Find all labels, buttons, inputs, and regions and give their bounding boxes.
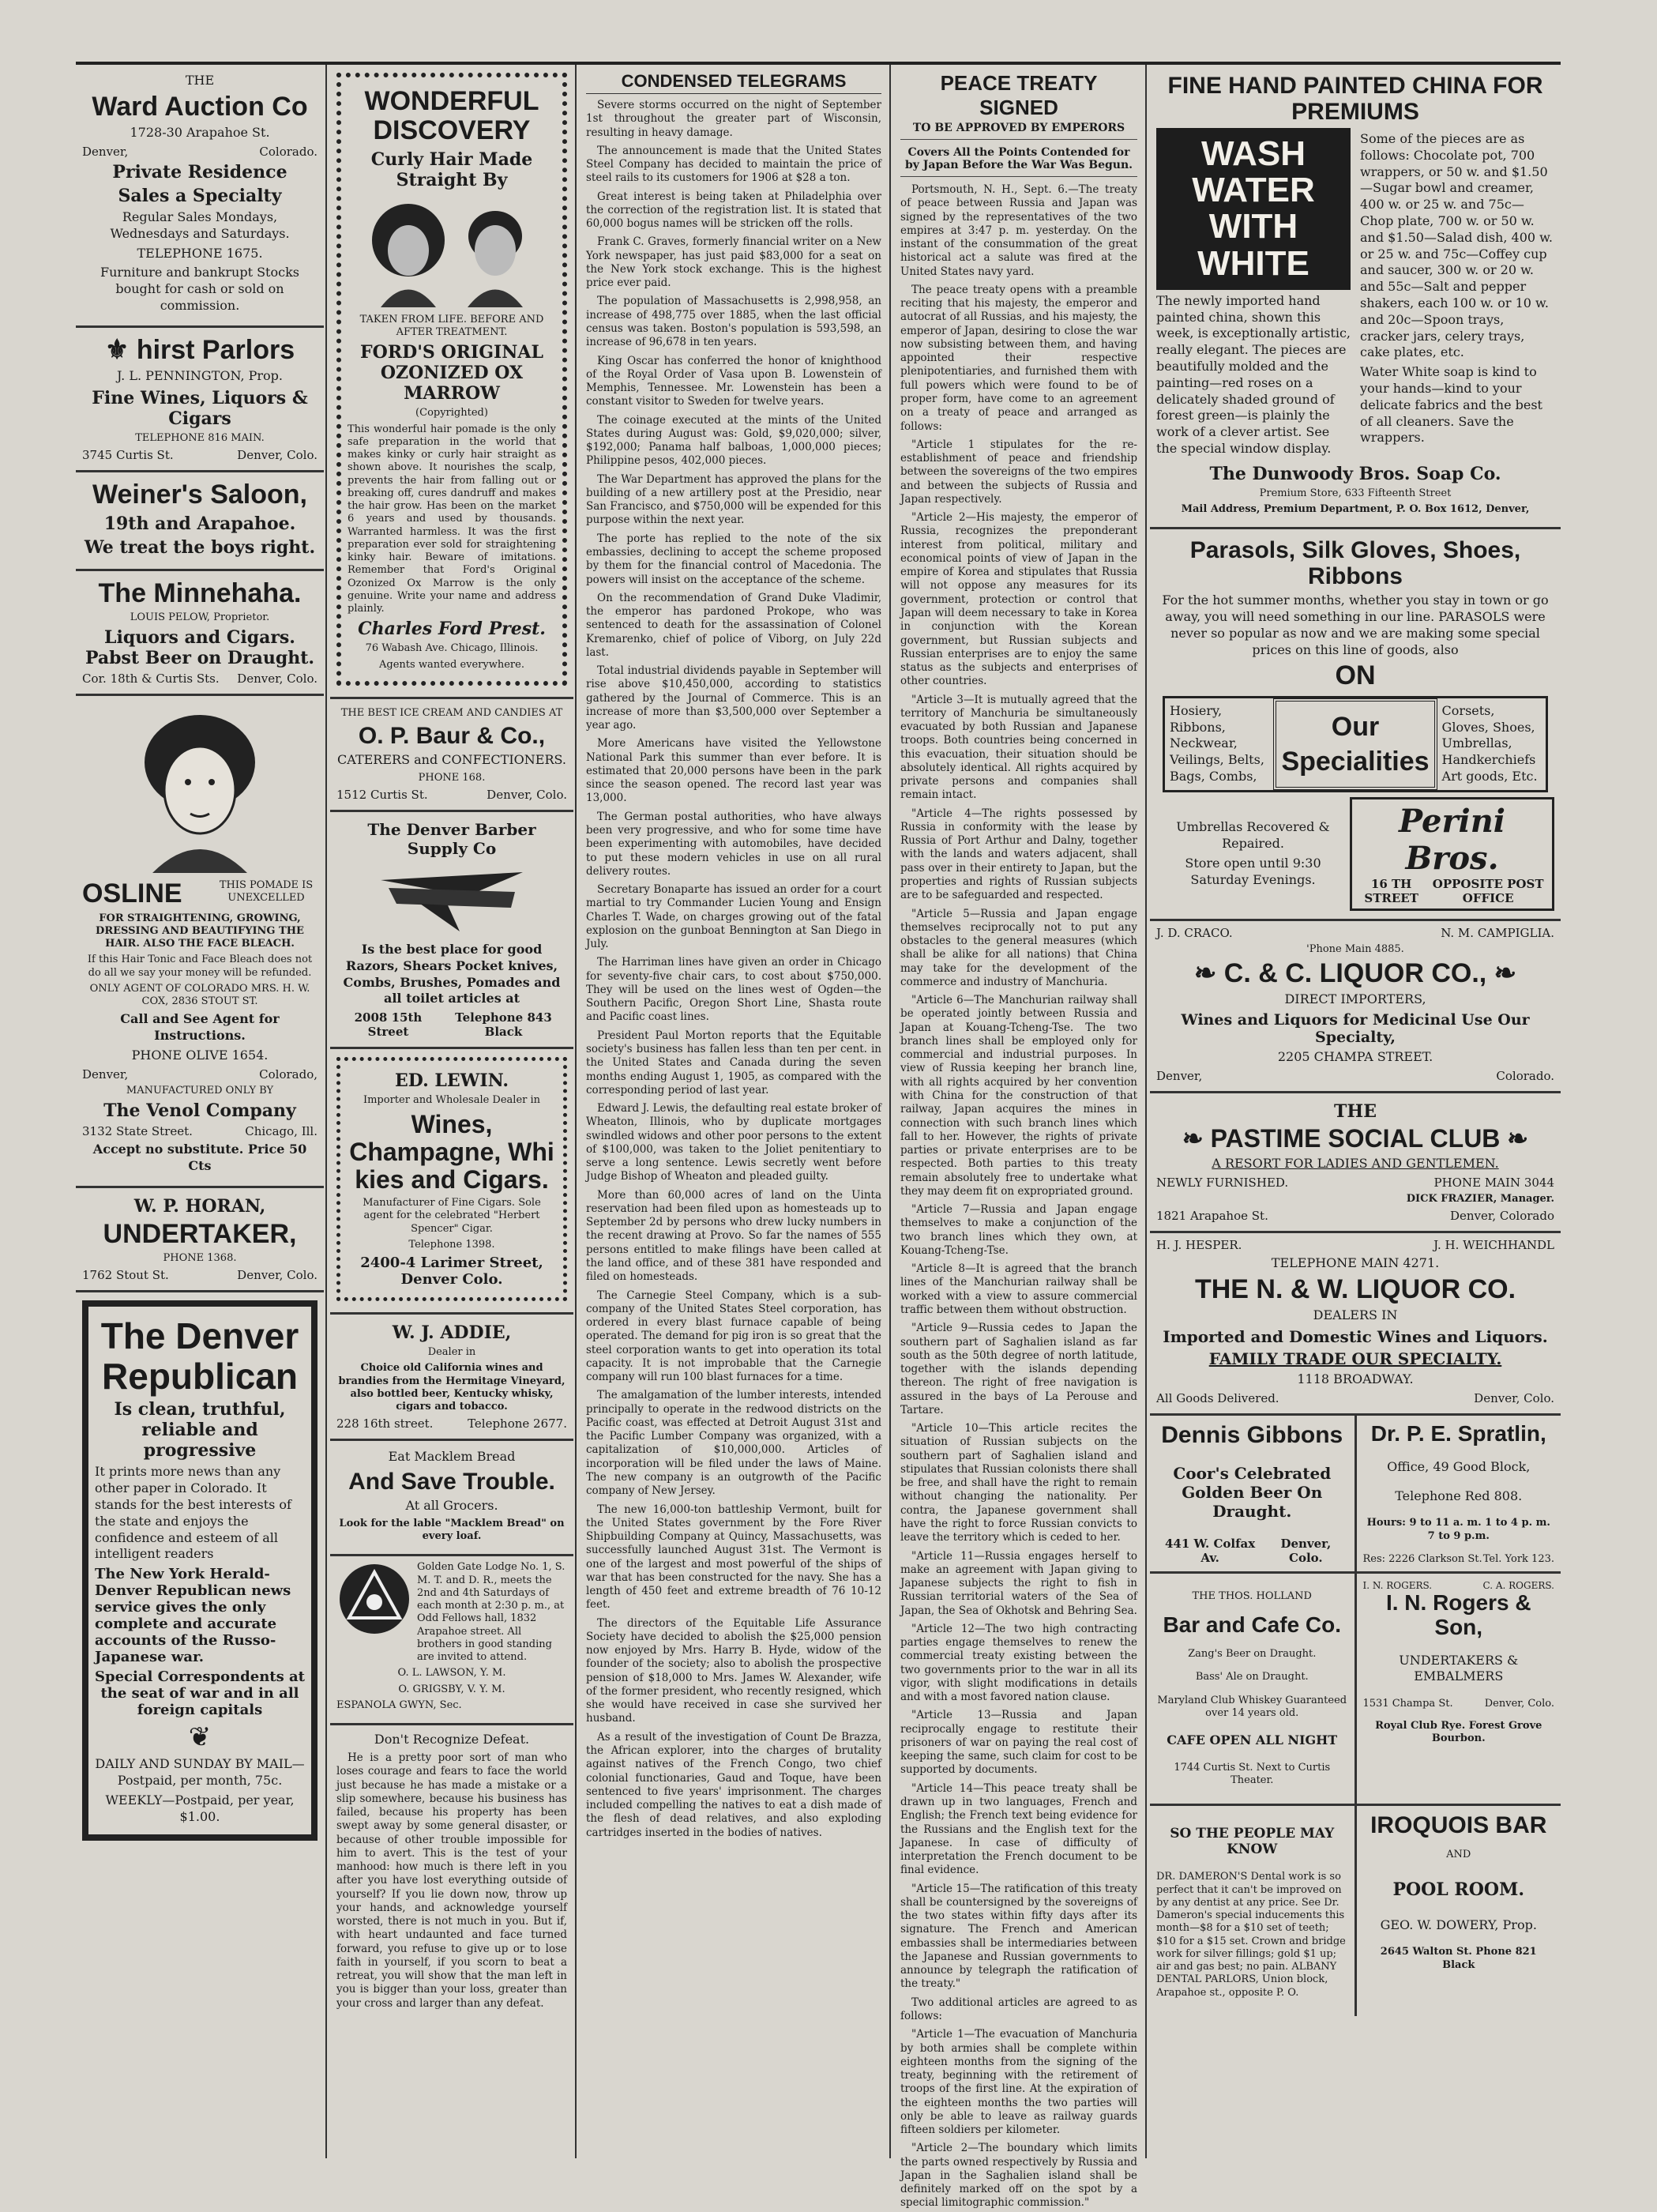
spratlin-hours: Hours: 9 to 11 a. m. 1 to 4 p. m. 7 to 9 p.m. [1366, 1517, 1550, 1542]
minnehaha-address: Cor. 18th & Curtis Sts. [82, 672, 220, 687]
barber-title: The Denver Barber Supply Co [367, 820, 536, 859]
telegram-item: Great interest is being taken at Philadelphia over the correction of the registration list. It is stated that 60,000 bogus names will be stricken off the rolls. [586, 190, 881, 231]
osline-line1: FOR STRAIGHTENING, GROWING, DRESSING AND BEAUTIFYING THE HAIR. ALSO THE FACE BLEACH. [96, 912, 304, 950]
spratlin-residence: Res: 2226 Clarkson St. [1362, 1552, 1482, 1565]
treaty-paragraph: "Article 6—The Manchurian railway shall be operated jointly between Russia and Japan at Kouang-Tcheng-Tse. The two branch lines shall be employed only for commercial and industrial purposes. In view of Russia keeping her branch line, with all rights acquired by her convention with China for the construction of that railway, Japan acquires the mines in connection with such branch lines which fall to her. However, the rights of private parties or private enterprises are to be respected. Both parties to this treaty remain absolutely free to undertake what they may deem fit on expropriated ground. [900, 994, 1137, 1198]
baur-phone: PHONE 168. [418, 771, 486, 784]
woman-portrait-illustration [121, 707, 279, 873]
treaty-paragraph: "Article 15—The ratification of this treaty shall be countersigned by the sovereigns of the two states within fifty days after its signature. The French and American embassies shall be intermediaries between the Japanese and Russian governments to announce by telegraph the ratification of the treaty." [900, 1882, 1137, 1991]
baur-title: O. P. Baur & Co., [358, 723, 546, 750]
china-right2: Water White soap is kind to your hands—kind to your delicate fabrics and the best of all cleaners. Save the wrappers. [1360, 364, 1542, 446]
nw-liquor-ad [1150, 1233, 1561, 1416]
parasols-body: For the hot summer months, whether you stay in town or go away, you will need something in our line. PARASOLS were never so popular as now and we are making some special prices on this line of goods, also [1162, 592, 1549, 657]
macklem-line1: Eat Macklem Bread [388, 1449, 516, 1465]
republican-weekly: WEEKLY—Postpaid, per year, $1.00. [105, 1792, 295, 1824]
condensed-telegrams-headline: CONDENSED TELEGRAMS [621, 71, 847, 91]
weiner-address: 19th and Arapahoe. [103, 513, 296, 534]
iroquois-pool-room: POOL ROOM. [1392, 1879, 1525, 1900]
cc-name2: N. M. CAMPIGLIA. [1441, 925, 1554, 940]
nw-line1: DEALERS IN [1313, 1307, 1398, 1323]
minnehaha-city: Denver, Colo. [237, 672, 317, 687]
column-rule [575, 65, 577, 2158]
minnehaha-title: The Minnehaha. [98, 577, 302, 608]
treaty-paragraph: "Article 2—His majesty, the emperor of Russia, recognizes the preponderant interest from political, military and economical points of view of Japan in the empire of Korea and stipulates that Russia will not oppose any measures for its government, protection or control that Japan will deem necessary to take in Korea in conjunction with the Korean government, but Russian subjects and Russian enterprises are to enjoy the same status as the subjects and enterprises of other countries. [900, 511, 1137, 688]
flower-ornament-icon: ❦ [188, 1721, 212, 1754]
telegram-item: Secretary Bonaparte has issued an order for a court martial to try Commander Lucien Young and Ensign Charles T. Wade, on charges growing out of the fatal explosion on the gunboat Bennington at San Diego in July. [586, 883, 881, 951]
telegram-item: On the recommendation of Grand Duke Vladimir, the emperor has pardoned Prokope, who was sentenced to death for the assassination of Colonel Kremarenko, chief of police of Viborg, on July 22d last. [586, 591, 881, 659]
cc-address: 2205 CHAMPA STREET. [1277, 1049, 1433, 1065]
umbrellas-repaired: Umbrellas Recovered & Repaired. [1176, 819, 1330, 851]
minnehaha-ad [76, 571, 324, 697]
telegram-item: Edward J. Lewis, the defaulting real estate broker of Wheaton, Illinois, who by duplicate mortgages swindled widows and other poor persons to the extent of $100,000, was taken to the Joliet penitentiary to serve a long sentence. Lewis secretly went before Judge Bishop of Wheaton and pleaded guilty. [586, 1102, 881, 1183]
leaf-ornament-icon: ❧ [1193, 958, 1224, 989]
perini-opposite: OPPOSITE POST OFFICE [1432, 876, 1544, 905]
spratlin-ad [1357, 1416, 1561, 1571]
osline-address: 3132 State Street. [82, 1124, 193, 1139]
spratlin-title: Dr. P. E. Spratlin, [1370, 1421, 1546, 1446]
pastime-club-ad [1150, 1093, 1561, 1233]
iroquois-address: 2645 Walton St. Phone 821 Black [1380, 1946, 1537, 1971]
specialities-title: Our Specialities [1273, 698, 1437, 790]
china-left: The newly imported hand painted china, shown this week, is exceptionally artistic, really elegant. The pieces are beautifully molded and the painting—red roses on a delicately shaded ground of forest green—is plainly the work of a clever artist. See the special window display. [1156, 292, 1351, 456]
spratlin-line1: Office, 49 Good Block, [1387, 1458, 1531, 1474]
wonder-title: WONDERFUL DISCOVERY [364, 86, 539, 146]
golden-gate-lodge-notice [330, 1556, 573, 1725]
telegram-item: More Americans have visited the Yellowstone National Park this summer than ever before. It is estimated that 20,000 persons have been in the park since the season opened. The record last year was 13,000. [586, 737, 881, 805]
rogers-name1: I. N. ROGERS. [1362, 1580, 1433, 1592]
telegram-item: The directors of the Equitable Life Assurance Society have decided to abolish the $25,000 pension now enjoyed by Mrs. Harry B. Hyde, widow of the founder of the society; also to abolish the prospective pension of $18,000 to Mrs. James W. Alexander, wife of the former president, who recently resigned, which she would have received in case she survived her husband. [586, 1616, 881, 1725]
leaf-ornament-icon: ❧ [1486, 958, 1517, 989]
republican-body2: The New York Herald-Denver Republican news service gives the only complete and accurate accounts of the Russo-Japanese war. [95, 1566, 291, 1666]
republican-body: It prints more news than any other paper in Colorado. It stands for the best interests of the state and enjoys the confidence and esteem of all intelligent readers [95, 1464, 291, 1562]
dameron-ad [1150, 1806, 1357, 2016]
gibbons-body: Coor's Celebrated Golden Beer On Draught. [1173, 1464, 1332, 1522]
treaty-paragraph: Portsmouth, N. H., Sept. 6.—The treaty of peace between Russia and Japan was signed by the representatives of the two empires at 3:47 p. m. yesterday. On the instant of the consummation of the great historical act a salute was fired at the United States navy yard. [900, 183, 1137, 278]
gibbons-title: Dennis Gibbons [1161, 1422, 1343, 1449]
addie-line1: Dealer in [427, 1346, 476, 1359]
gibbons-spratlin-row [1150, 1416, 1561, 1574]
column-2 [330, 65, 573, 2158]
wash-water-white-logo: WASH WATER WITH WHITE [1156, 128, 1351, 290]
ward-auction-ad [76, 65, 324, 328]
column-rule [325, 65, 327, 2158]
baur-top: THE BEST ICE CREAM AND CANDIES AT [340, 706, 563, 719]
treaty-paragraph: "Article 12—The two high contracting parties engage themselves to renew the commercial treaty existing between the two governments prior to the war in all its vigor, with slight modifications in details and with a most favored nation clause. [900, 1622, 1137, 1704]
minnehaha-proprietor: LOUIS PELOW, Proprietor. [130, 611, 270, 623]
telegram-item: The porte has replied to the note of the six embassies, declining to accept the scheme proposed by them for the financial control of Macedonia. The powers will insist on the acceptance of the scheme. [586, 532, 881, 586]
telegram-item: The new 16,000-ton battleship Vermont, built for the United States government by the Fore River Shipbuilding Company at Quincy, Massachusetts, was successfully launched August 31st. The Vermont is one of the largest and most powerful of the ships of war that has been constructed for the navy. She has a length of 450 feet and extreme breadth of 76 10-12 feet. [586, 1503, 881, 1612]
cc-line1: DIRECT IMPORTERS, [1284, 991, 1426, 1007]
pocket-knife-illustration [373, 864, 531, 935]
macklem-big: And Save Trouble. [348, 1469, 555, 1495]
cc-liquor-ad [1150, 921, 1561, 1093]
china-right: Some of the pieces are as follows: Chocolate pot, 700 wrappers, or 50 w. and $1.50—Sugar bowl and creamer, 400 w. or 25 w. and 75c—Chop plate, 700 w. or 50 w. and $1.50—Salad dish, 400 w. or 25 w. and 75c—Coffey cup and saucer, 300 w. or 20 w. and 55c—Salt and pepper shakers, each 100 w. or 10 w. and 20c—Spoon trays, cracker jars, celery trays, cake plates, etc. [1360, 131, 1554, 360]
specialities-right: Corsets, Gloves, Shoes, Umbrellas, Handkerchiefs Art goods, Etc. [1441, 702, 1538, 784]
cc-name1: J. D. CRACO. [1156, 925, 1233, 940]
parasols-headline: Parasols, Silk Gloves, Shoes, Ribbons [1189, 537, 1521, 590]
dameron-iroquois-row [1150, 1806, 1561, 2016]
telegram-item: President Paul Morton reports that the Equitable society's business has fallen less than ten per cent. in the United States and Canada during the seven months ending August 1, 1905, as compared with the corresponding period of last year. [586, 1029, 881, 1097]
leaf-ornament-icon: ❧ [1182, 1124, 1211, 1153]
dunwoody-line2: Mail Address, Premium Department, P. O. Box 1612, Denver, [1181, 502, 1530, 515]
thirst-parlors-ad [76, 328, 324, 472]
osline-phone: PHONE OLIVE 1654. [131, 1047, 269, 1063]
osline-title: OSLINE [82, 878, 182, 909]
holland-line2: Bass' Ale on Draught. [1195, 1671, 1309, 1683]
osline-price: Accept no substitute. Price 50 Cts [92, 1142, 307, 1173]
pastime-line1: NEWLY FURNISHED. [1156, 1176, 1289, 1190]
osline-ad [76, 696, 324, 1187]
osline-line2: If this Hair Tonic and Face Bleach does not do all we say your money will be refunded. [87, 954, 313, 979]
ward-the: THE [185, 73, 215, 88]
ward-address: 1728-30 Arapahoe St. [130, 125, 270, 141]
treaty-paragraph: "Article 10—This article recites the situation of Russian subjects on the southern part of Saghalien island and stipulates that Russian colonists there shall be free, and shall have the right to remain without changing the nationality. Per contra, the Japanese government shall have the right to force Russian convicts to leave the territory which is ceded to her. [900, 1422, 1137, 1544]
wonder-address: 76 Wabash Ave. Chicago, Illinois. [365, 642, 539, 655]
lodge-signer2: O. GRIGSBY, V. Y. M. [398, 1683, 505, 1695]
lewin-line2: Manufacturer of Fine Cigars. Sole agent for the celebrated "Herbert Spencer" Cigar. [363, 1197, 541, 1235]
wonder-agents: Agents wanted everywhere. [379, 658, 524, 671]
wonderful-discovery-ad [330, 65, 573, 699]
baur-line1: CATERERS and CONFECTIONERS. [337, 752, 566, 768]
rogers-name2: C. A. ROGERS. [1482, 1580, 1554, 1592]
wonder-copyright: (Copyrighted) [415, 407, 488, 419]
osline-colorado: Colorado, [259, 1066, 317, 1082]
telegram-item: More than 60,000 acres of land on the Uinta reservation had been filed upon as homesteads up to September 2d by persons who drew lucky numbers in the recent drawing at Provo. So far the names of 555 persons entitled to make filings have been called at the land office, and of these 381 have responded and filed on homesteads. [586, 1188, 881, 1284]
nw-line2: Imported and Domestic Wines and Liquors. [1163, 1327, 1548, 1347]
addie-address: 228 16th street. [336, 1416, 434, 1431]
defeat-article [330, 1725, 573, 2018]
wonder-caption: TAKEN FROM LIFE. BEFORE AND AFTER TREATMENT. [359, 313, 544, 339]
dunwoody-line1: Premium Store, 633 Fifteenth Street [1259, 487, 1452, 499]
ward-city: Denver, [82, 144, 129, 159]
barber-address: 2008 15th Street [354, 1010, 423, 1040]
holland-address: 1744 Curtis St. Next to Curtis Theater. [1174, 1761, 1331, 1787]
weiner-tagline: We treat the boys right. [84, 536, 316, 558]
rogers-ad [1357, 1574, 1561, 1804]
pastime-subtitle: A RESORT FOR LADIES AND GENTLEMEN. [1212, 1156, 1499, 1172]
ward-line1: Private Residence [112, 161, 287, 182]
macklem-bread-ad [330, 1441, 573, 1556]
lewin-title: ED. LEWIN. [395, 1070, 509, 1092]
telegram-item: Severe storms occurred on the night of September 1st throughout the greater part of Wisconsin, resulting in heavy damage. [586, 99, 881, 139]
osline-side: THIS POMADE IS UNEXCELLED [219, 879, 314, 905]
peace-treaty-deck1: TO BE APPROVED BY EMPERORS [900, 122, 1137, 140]
treaty-paragraph: "Article 1—The evacuation of Manchuria by both armies shall be complete within eighteen months from the signing of the treaty, beginning with the retirement of troops of the first line. At the expiration of the eighteen months the two parties will only be able to leave as railway guards fifteen soldiers per kilometer. [900, 2028, 1137, 2137]
weiner-saloon-ad [76, 472, 324, 570]
column-4 [894, 65, 1144, 2210]
perini-bros-ad [1150, 529, 1561, 921]
holland-rogers-row [1150, 1574, 1561, 1806]
thirst-address: 3745 Curtis St. [82, 448, 174, 463]
nw-city: Denver, Colo. [1474, 1391, 1554, 1406]
gibbons-city: Denver, Colo. [1280, 1537, 1332, 1566]
spratlin-telephone: Tel. York 123. [1482, 1552, 1554, 1565]
rogers-address: 1531 Champa St. [1362, 1698, 1453, 1710]
lodge-signer1: O. L. LAWSON, Y. M. [397, 1667, 506, 1680]
telegram-item: The German postal authorities, who have always been very progressive, and who for some time have been experimenting with automobiles, have decided to put these modern vehicles in use on all rural delivery routes. [586, 810, 881, 878]
china-premiums-ad [1150, 65, 1561, 529]
pastime-address: 1821 Arapahoe St. [1156, 1209, 1268, 1224]
lodge-body: Golden Gate Lodge No. 1, S. M. T. and D. R., meets the 2nd and 4th Saturdays of each month at 2:30 p. m., at Odd Fellows hall, 1832 Arapahoe street. All brothers in good standing are invited to attend. [417, 1561, 565, 1664]
column-3 [580, 65, 888, 2158]
rogers-city: Denver, Colo. [1484, 1698, 1554, 1710]
rogers-line2: Royal Club Rye. Forest Grove Bourbon. [1375, 1720, 1542, 1745]
treaty-paragraph: "Article 2—The boundary which limits the parts owned respectively by Russia and Japan in the Saghalien island shall be definitely marked off on the spot by a special limitographic commission." [900, 2142, 1137, 2210]
perini-logo [1350, 797, 1554, 911]
barber-supply-ad [330, 812, 573, 1049]
holland-title: Bar and Cafe Co. [1163, 1612, 1342, 1638]
thirst-goods: Fine Wines, Liquors & Cigars [92, 387, 308, 429]
thirst-city: Denver, Colo. [237, 448, 317, 463]
holland-line3: Maryland Club Whiskey Guaranteed over 14 years old. [1157, 1694, 1347, 1719]
nw-name1: H. J. HESPER. [1156, 1238, 1242, 1253]
pastime-phone: PHONE MAIN 3044 [1433, 1176, 1554, 1190]
wonder-body: This wonderful hair pomade is the only safe preparation in the world that makes kinky or curly hair straight as shown above. It nourishes the scalp, prevents the hair from falling out or breaking off, cures dandruff and makes the hair grow. Has been on the market 6 years and used by thousands. Warranted harmless. It was the first preparation ever sold for straightening kinky hair. Beware of imitations. Remember that Ford's Original Ozonized Ox Marrow is the only genuine. Write your name and address plainly. [348, 423, 556, 615]
macklem-line2: At all Grocers. [405, 1498, 498, 1514]
lewin-big: Wines, Champagne, Whi kies and Cigars. [349, 1109, 554, 1194]
lewin-address: 2400-4 Larimer Street, Denver Colo. [360, 1255, 543, 1288]
dunwoody-name: The Dunwoody Bros. Soap Co. [1209, 463, 1501, 484]
osline-company: The Venol Company [103, 1100, 296, 1122]
specialities-box [1163, 696, 1548, 792]
telegram-item: The Harriman lines have given an order in Chicago for seventy-five chair cars, to cost about $750,000. They will be used on the lines west of Ogden—the Southern Pacific, Oregon Short Line, Shasta route and Pacific coast lines. [586, 956, 881, 1024]
telegram-item: The War Department has approved the plans for the building of a new artillery post at the Presidio, near San Francisco, and $750,000 will be expended for this purpose within the next year. [586, 472, 881, 527]
lewin-ad [330, 1049, 573, 1315]
telegram-item: The Carnegie Steel Company, which is a sub-company of the United States Steel corporation, has ordered in every blast furnace capable of being operated. The demand for pig iron is so great that the steel corporation wants to get into operation its total capacity. It is not improbable that the Carnegie company will run 100 blast furnaces for a time. [586, 1288, 881, 1384]
ward-state: Colorado. [259, 144, 317, 159]
wonder-subtitle: Curly Hair Made Straight By [370, 149, 533, 190]
horan-ad [76, 1188, 324, 1293]
cc-title: ❧ C. & C. LIQUOR CO., ❧ [1193, 958, 1517, 989]
store-hours: Store open until 9:30 Saturday Evenings. [1185, 855, 1321, 887]
pastime-title: ❧ PASTIME SOCIAL CLUB ❧ [1182, 1124, 1529, 1153]
osline-mfg: MANUFACTURED ONLY BY [126, 1084, 274, 1097]
specialities-left: Hosiery, Ribbons, Neckwear, Veilings, Belts, Bags, Combs, [1170, 702, 1264, 784]
addie-ad [330, 1315, 573, 1441]
barber-body: Is the best place for good Razors, Shears Pocket knives, Combs, Brushes, Pomades and all toilet articles at [343, 942, 561, 1006]
baur-city: Denver, Colo. [487, 788, 567, 803]
perini-name: Perini Bros. [1399, 802, 1505, 877]
leaf-ornament-icon: ❧ [1500, 1124, 1529, 1153]
spratlin-line2: Telephone Red 808. [1395, 1488, 1523, 1503]
telegram-item: The amalgamation of the lumber interests, intended principally to operate in the redwood districts on the Pacific coast, was effected at Detroit August 31st and the Pacific Lumber Company was organized, with a capitalization of $10,000,000. Articles of incorporation will be filed under the laws of Maine. The new company is an outgrowth of the Pacific company of New Jersey. [586, 1389, 881, 1498]
horan-address: 1762 Stout St. [82, 1268, 169, 1283]
addie-telephone: Telephone 2677. [468, 1416, 567, 1431]
ward-telephone: TELEPHONE 1675. [137, 245, 263, 261]
peace-treaty-headline: PEACE TREATY SIGNED [940, 71, 1098, 119]
holland-the: THE THOS. HOLLAND [1192, 1590, 1312, 1603]
pastime-the: THE [1334, 1101, 1377, 1123]
treaty-paragraph: The peace treaty opens with a preamble reciting that his majesty, the emperor and autocrat of all Russias, and his majesty, the emperor of Japan, desiring to close the war now subsisting between them, and having appointed their respective plenipotentiaries, and furnished them with full powers which were found to be of proper form, have come to an agreement on a treaty of peace and arranged as follows: [900, 283, 1137, 433]
osline-line4: Call and See Agent for Instructions. [120, 1011, 280, 1044]
treaty-paragraph: "Article 4—The rights possessed by Russia in conformity with the lease by Russia of Port Arthur and Dalny, together with the lands and waters adjacent, shall pass over in their entirety to Japan, but the properties and rights of Russian subjects are to be safeguarded and respected. [900, 807, 1137, 902]
iroquois-proprietor: GEO. W. DOWERY, Prop. [1380, 1917, 1537, 1932]
thirst-telephone: TELEPHONE 816 MAIN. [135, 431, 265, 444]
treaty-paragraph: "Article 8—It is agreed that the branch lines of the Manchurian railway shall be worked with a view to assure commercial traffic between them without obstruction. [900, 1262, 1137, 1316]
dameron-body: DR. DAMERON'S Dental work is so perfect that it can't be improved on by any dentist at any price. See Dr. Dameron's special inducements this month—$8 for a $10 set of teeth; $10 for a $15 set. Crown and bridge work for silver fillings; gold $1 up; air and gas best; no pain. ALBANY DENTAL PARLORS, Union block, Arapahoe st., opposite P. O. [1156, 1871, 1346, 1999]
nw-delivered: All Goods Delivered. [1156, 1391, 1279, 1406]
thirst-title: ⚜ hirst Parlors [104, 334, 295, 365]
nw-name2: J. H. WEICHHANDL [1433, 1238, 1554, 1253]
column-1 [76, 65, 324, 2158]
telegram-item: The coinage executed at the mints of the United States during August was: Gold, $9,020,000; silver, $192,000; Panama half balboas, 1,000,000 pieces; Philippine pesos, 402,000 pieces. [586, 413, 881, 468]
telegram-item: As a result of the investigation of Count De Brazza, the African explorer, into the charges of brutality against natives of the French Congo, two chief colonial functionaries, Gaud and Toque, have been sentenced to five years' imprisonment. The charges included compelling the natives to eat a dish made of the flesh of dead relatives, and also exploding cartridges inserted in the bodies of natives. [586, 1730, 881, 1839]
addie-title: W. J. ADDIE, [392, 1322, 512, 1344]
pastime-manager: DICK FRAZIER, Manager. [1406, 1193, 1554, 1205]
fleur-ornament-icon: ⚜ [104, 334, 137, 365]
osline-city: Chicago, Ill. [245, 1124, 317, 1139]
treaty-paragraph: "Article 13—Russia and Japan reciprocally engage to restitute their prisoners of war on paying the real cost of keeping the same, such claim for cost to be supported by documents. [900, 1709, 1137, 1777]
nw-telephone: TELEPHONE MAIN 4271. [1271, 1255, 1440, 1271]
ward-line3: Regular Sales Mondays, Wednesdays and Saturdays. [110, 209, 290, 241]
treaty-paragraph: "Article 3—It is mutually agreed that the territory of Manchuria be simultaneously evacuated by both Russian and Japanese troops. Both countries being concerned in this evacuation, their situation should be absolutely identical. All rights acquired by private persons and companies shall remain intact. [900, 693, 1137, 802]
osline-line3: ONLY AGENT OF COLORADO MRS. H. W. COX, 2836 STOUT ST. [89, 982, 310, 1008]
column-5 [1150, 65, 1561, 2158]
treaty-paragraph: "Article 11—Russia engages herself to make an agreement with Japan giving to Japanese subjects the right to fish in Russian territorial waters of the Sea of Japan, the Sea of Okhotsk and Behring Sea. [900, 1549, 1137, 1617]
horan-name: W. P. HORAN, [133, 1195, 266, 1217]
wonder-product: FORD'S ORIGINAL OZONIZED OX MARROW [360, 342, 543, 404]
treaty-paragraph: "Article 5—Russia and Japan engage themselves reciprocally not to put any obstacles to the general measures (which shall be alike for all nations) that China may take for the development of the commerce and industry of Manchuria. [900, 907, 1137, 988]
minnehaha-line1: Liquors and Cigars. Pabst Beer on Draught. [85, 627, 315, 669]
iroquois-title: IROQUOIS BAR [1370, 1812, 1547, 1839]
iroquois-and: AND [1446, 1849, 1471, 1861]
china-headline: FINE HAND PAINTED CHINA FOR PREMIUMS [1167, 73, 1543, 125]
holland-line4: CAFE OPEN ALL NIGHT [1167, 1732, 1338, 1748]
peace-treaty-deck2: Covers All the Points Contended for by Japan Before the War Was Begun. [900, 146, 1137, 177]
horan-city: Denver, Colo. [237, 1268, 317, 1283]
cc-state: Colorado. [1496, 1069, 1554, 1084]
treaty-paragraph: "Article 1 stipulates for the re-establishment of peace and friendship between the sovereigns of the two empires and between the subjects of Russia and Japan respectively. [900, 438, 1137, 506]
holland-ad [1150, 1574, 1357, 1804]
nw-title: THE N. & W. LIQUOR CO. [1194, 1274, 1516, 1305]
telegram-item: Frank C. Graves, formerly financial writer on a New York newspaper, has just paid $83,000 for a seat on the New York stock exchange. This is the highest price ever paid. [586, 235, 881, 290]
cc-phone: 'Phone Main 4885. [1306, 942, 1404, 955]
wonder-signature: Charles Ford Prest. [358, 619, 546, 640]
thirst-proprietor: J. L. PENNINGTON, Prop. [117, 368, 283, 384]
cc-city: Denver, [1156, 1069, 1203, 1084]
horan-title: UNDERTAKER, [103, 1218, 297, 1249]
lodge-emblem-icon [336, 1561, 412, 1637]
denver-republican-ad [76, 1292, 324, 1852]
lodge-signer3: ESPANOLA GWYN, Sec. [336, 1698, 462, 1711]
baur-address: 1512 Curtis St. [336, 788, 428, 803]
newspaper-page [76, 62, 1561, 2210]
lewin-line1: Importer and Wholesale Dealer in [363, 1094, 541, 1107]
holland-line1: Zang's Beer on Draught. [1188, 1648, 1317, 1661]
treaty-paragraph: Two additional articles are agreed to as follows: [900, 1996, 1137, 2022]
column-rule [1145, 65, 1147, 2158]
telegram-item: Total industrial dividends payable in September will rise above $10,450,000, according to statistics gathered by the Journal of Commerce. This is an increase of more than $3,500,000 over September a year ago. [586, 664, 881, 732]
addie-body: Choice old California wines and brandies from the Hermitage Vineyard, also bottled beer, Kentucky whisky, cigars and tobacco. [338, 1362, 565, 1413]
gibbons-ad [1150, 1416, 1357, 1571]
republican-body3: Special Correspondents at the seat of war and in all foreign capitals [95, 1668, 305, 1719]
nw-line3: FAMILY TRADE OUR SPECIALTY. [1208, 1349, 1502, 1369]
iroquois-ad [1357, 1806, 1561, 2016]
cc-line2: Wines and Liquors for Medicinal Use Our Specialty, [1181, 1011, 1530, 1047]
nw-address: 1118 BROADWAY. [1297, 1371, 1414, 1387]
barber-telephone: Telephone 843 Black [455, 1010, 552, 1040]
lewin-telephone: Telephone 1398. [408, 1238, 495, 1251]
telegram-item: King Oscar has conferred the honor of knighthood of the Royal Order of Vasa upon B. Lowenstein of Memphis, Tennessee. Mr. Lowenstein has been a constant visitor to Sweden for twelve years. [586, 354, 881, 408]
defeat-headline: Don't Recognize Defeat. [374, 1732, 530, 1747]
defeat-body: He is a pretty poor sort of man who loses courage and fears to face the world just because he has made a mistake or a slip somewhere, because his business has failed, because his property has been swept away by some general disaster, or because of other trouble impossible for him to avert. This is the test of your manhood: how much is there left in you after you have lost everything outside of yourself? If you lie down now, throw up your hands, and acknowledge yourself worsted, there is not much in you. But if, with heart undaunted and face turned forward, you refuse to give up or to lose faith in yourself, if you scorn to beat a retreat, you will show that the man left in you is bigger than your loss, greater than your cross and larger than any defeat. [336, 1751, 567, 2010]
republican-tagline: Is clean, truthful, reliable and progressive [114, 1399, 286, 1462]
ward-line4: Furniture and bankrupt Stocks bought for cash or sold on commission. [100, 265, 299, 313]
parasols-on: ON [1335, 660, 1376, 691]
gibbons-address: 441 W. Colfax Av. [1164, 1537, 1256, 1566]
rogers-line1: UNDERTAKERS & EMBALMERS [1399, 1652, 1519, 1684]
ward-line2: Sales a Specialty [118, 185, 282, 206]
ward-title: Ward Auction Co [92, 91, 308, 122]
pastime-city: Denver, Colorado [1449, 1209, 1554, 1224]
telegram-item: The announcement is made that the United States Steel Company has decided to maintain the price of steel rails to its customers for 1906 at $28 a ton. [586, 144, 881, 185]
rogers-title: I. N. Rogers & Son, [1385, 1590, 1531, 1639]
macklem-line3: Look for the lable "Macklem Bread" on every loaf. [339, 1517, 565, 1543]
treaty-paragraph: "Article 7—Russia and Japan engage themselves to make a conjunction of the two branch lines which they own, at Kouang-Tcheng-Tse. [900, 1203, 1137, 1257]
treaty-paragraph: "Article 14—This peace treaty shall be drawn up in two languages, French and English; the French text being evidence for the Russians and the English text for the Japanese. In case of difficulty of interpretation the French document to be final evidence. [900, 1781, 1137, 1877]
treaty-paragraph: "Article 9—Russia cedes to Japan the southern part of Saghalien island as far south as the 50th degree of north latitude, together with the islands depending thereon. The right of free navigation is assured in the bays of La Perouse and Tartare. [900, 1322, 1137, 1416]
before-after-portraits-illustration [357, 197, 547, 307]
osline-denver: Denver, [82, 1066, 129, 1082]
baur-ad [330, 699, 573, 812]
horan-phone: PHONE 1368. [163, 1252, 237, 1264]
republican-title: The Denver Republican [100, 1315, 299, 1397]
perini-street: 16 TH STREET [1364, 876, 1418, 905]
dameron-headline: SO THE PEOPLE MAY KNOW [1170, 1826, 1335, 1858]
weiner-title: Weiner's Saloon, [92, 480, 307, 510]
column-rule [889, 65, 891, 2158]
telegram-item: The population of Massachusetts is 2,998,958, an increase of 498,775 over 1885, when the last official census was taken. Boston's population is 593,598, an increase of 96,678 in ten years. [586, 295, 881, 349]
republican-daily: DAILY AND SUNDAY BY MAIL—Postpaid, per month, 75c. [95, 1756, 305, 1789]
